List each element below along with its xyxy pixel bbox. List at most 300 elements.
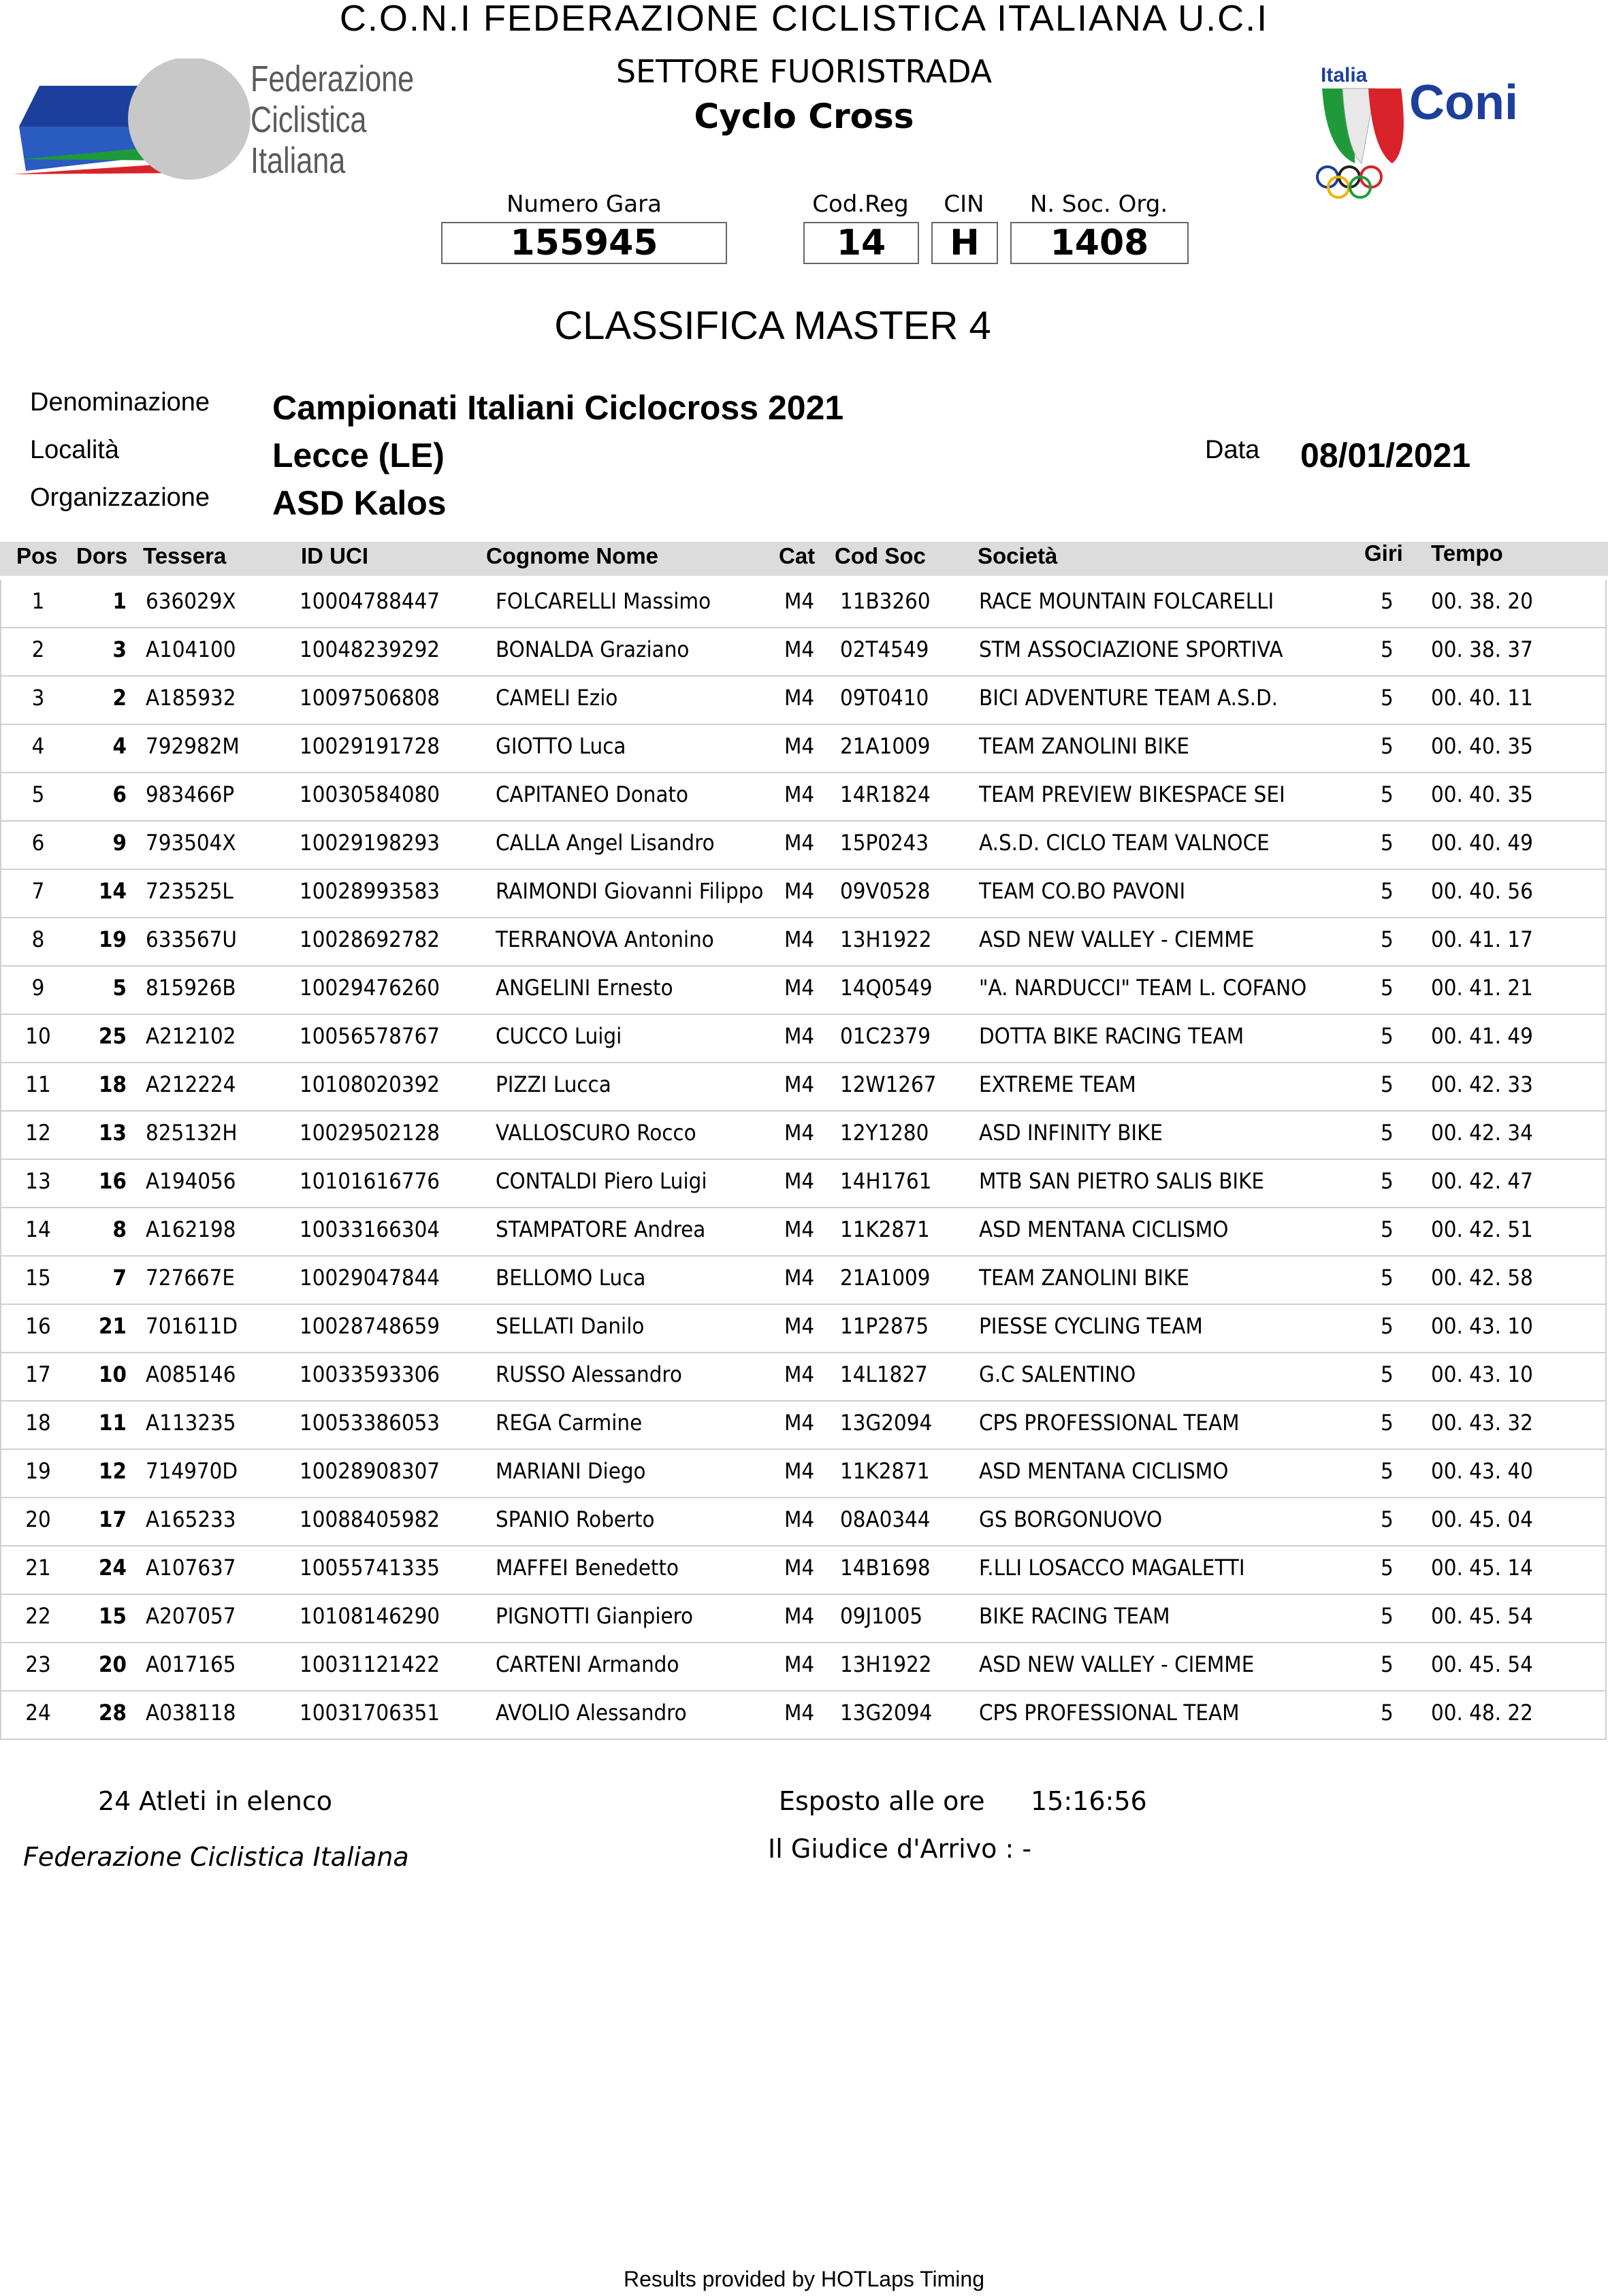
- cell-cod-soc: 21A1009: [840, 1265, 931, 1291]
- table-row: [0, 1015, 1607, 1063]
- cell-cod-soc: 14H1761: [840, 1168, 932, 1194]
- cell-id-uci: 10031121422: [300, 1651, 440, 1677]
- cell-pos: 1: [31, 588, 45, 614]
- cell-cat: M4: [784, 1216, 815, 1242]
- cell-cod-soc: 11K2871: [840, 1216, 930, 1242]
- cell-societa: TEAM CO.BO PAVONI: [979, 878, 1186, 904]
- cell-giri: 5: [1381, 636, 1394, 662]
- cell-cognome-nome: RUSSO Alessandro: [496, 1361, 682, 1387]
- table-row: [0, 1305, 1607, 1353]
- cell-tessera: 792982M: [146, 733, 240, 759]
- cell-societa: A.S.D. CICLO TEAM VALNOCE: [979, 830, 1270, 856]
- cell-cat: M4: [784, 830, 815, 856]
- cell-tempo: 00. 42. 47: [1431, 1168, 1533, 1194]
- cell-giri: 5: [1381, 1651, 1394, 1677]
- cell-pos: 16: [25, 1313, 51, 1339]
- cell-giri: 5: [1381, 1071, 1394, 1097]
- cell-cognome-nome: CUCCO Luigi: [496, 1023, 622, 1049]
- cell-id-uci: 10029502128: [300, 1120, 440, 1146]
- cell-tempo: 00. 41. 17: [1431, 926, 1533, 952]
- cell-giri: 5: [1381, 926, 1394, 952]
- cell-dors: 5: [112, 975, 127, 1001]
- cell-tempo: 00. 40. 35: [1431, 733, 1533, 759]
- cell-pos: 15: [25, 1265, 51, 1291]
- cell-tessera: A038118: [146, 1700, 236, 1726]
- cell-pos: 5: [31, 781, 45, 807]
- soc-org-label: N. Soc. Org.: [1029, 191, 1168, 218]
- cell-tessera: A194056: [146, 1168, 236, 1194]
- cell-tessera: 793504X: [146, 830, 236, 856]
- cell-id-uci: 10028748659: [300, 1313, 440, 1339]
- cell-pos: 6: [31, 830, 45, 856]
- cell-giri: 5: [1381, 1168, 1394, 1194]
- cell-dors: 14: [99, 878, 127, 904]
- table-row: [0, 1595, 1607, 1643]
- cell-societa: CPS PROFESSIONAL TEAM: [979, 1700, 1240, 1726]
- cell-societa: TEAM ZANOLINI BIKE: [979, 733, 1189, 759]
- cell-cat: M4: [784, 878, 815, 904]
- cell-cat: M4: [784, 1651, 815, 1677]
- cell-dors: 9: [112, 830, 127, 856]
- cell-cognome-nome: GIOTTO Luca: [496, 733, 626, 759]
- cell-cognome-nome: BONALDA Graziano: [496, 636, 690, 662]
- cell-pos: 3: [31, 685, 45, 711]
- cell-tempo: 00. 45. 54: [1431, 1603, 1533, 1629]
- classifica-title: CLASSIFICA MASTER 4: [554, 304, 991, 348]
- data-value: 08/01/2021: [1300, 436, 1471, 474]
- cell-cognome-nome: PIGNOTTI Gianpiero: [496, 1603, 694, 1629]
- cell-id-uci: 10028993583: [300, 878, 440, 904]
- cell-tempo: 00. 40. 11: [1431, 685, 1533, 711]
- table-row: [0, 580, 1607, 628]
- cell-cat: M4: [784, 1458, 815, 1484]
- cell-dors: 28: [99, 1700, 127, 1726]
- cell-societa: DOTTA BIKE RACING TEAM: [979, 1023, 1244, 1049]
- cell-giri: 5: [1381, 781, 1394, 807]
- cell-cod-soc: 11K2871: [840, 1458, 930, 1484]
- cell-tessera: A085146: [146, 1361, 236, 1387]
- cell-cod-soc: 14B1698: [840, 1555, 931, 1581]
- cell-cognome-nome: AVOLIO Alessandro: [496, 1700, 687, 1726]
- table-row: [0, 1257, 1607, 1305]
- cell-pos: 11: [25, 1071, 51, 1097]
- cell-cognome-nome: TERRANOVA Antonino: [496, 926, 714, 952]
- cell-tessera: A107637: [146, 1555, 236, 1581]
- numero-gara-box: 155945: [441, 222, 727, 264]
- cell-pos: 14: [25, 1216, 51, 1242]
- cell-dors: 20: [99, 1651, 127, 1677]
- cell-cognome-nome: CAMELI Ezio: [496, 685, 618, 711]
- cell-tessera: 723525L: [146, 878, 234, 904]
- cell-id-uci: 10030584080: [300, 781, 440, 807]
- cell-cod-soc: 11P2875: [840, 1313, 929, 1339]
- cell-id-uci: 10101616776: [300, 1168, 440, 1194]
- cell-id-uci: 10055741335: [300, 1555, 440, 1581]
- cell-tempo: 00. 45. 04: [1431, 1506, 1533, 1532]
- cell-cognome-nome: CONTALDI Piero Luigi: [496, 1168, 707, 1194]
- cell-tempo: 00. 40. 56: [1431, 878, 1533, 904]
- cell-dors: 12: [99, 1458, 127, 1484]
- cell-societa: ASD MENTANA CICLISMO: [979, 1216, 1229, 1242]
- cell-tempo: 00. 43. 10: [1431, 1361, 1533, 1387]
- cell-dors: 16: [99, 1168, 127, 1194]
- cell-dors: 18: [99, 1071, 127, 1097]
- cell-giri: 5: [1381, 588, 1394, 614]
- cell-tessera: 633567U: [146, 926, 237, 952]
- table-row: [0, 1063, 1607, 1112]
- cell-cognome-nome: FOLCARELLI Massimo: [496, 588, 711, 614]
- cell-id-uci: 10029047844: [300, 1265, 440, 1291]
- cell-id-uci: 10029198293: [300, 830, 440, 856]
- cell-cod-soc: 09T0410: [840, 685, 929, 711]
- localita-label: Località: [30, 436, 119, 464]
- cell-societa: "A. NARDUCCI" TEAM L. COFANO: [979, 975, 1307, 1001]
- cell-tessera: 714970D: [146, 1458, 238, 1484]
- cell-id-uci: 10029476260: [300, 975, 440, 1001]
- cell-tessera: 701611D: [146, 1313, 238, 1339]
- table-row: [0, 628, 1607, 677]
- cell-tessera: A212224: [146, 1071, 236, 1097]
- cell-id-uci: 10097506808: [300, 685, 440, 711]
- table-row: [0, 1112, 1607, 1160]
- cell-cat: M4: [784, 588, 815, 614]
- cell-tessera: A113235: [146, 1410, 236, 1436]
- cell-tessera: A162198: [146, 1216, 236, 1242]
- table-row: [0, 1353, 1607, 1402]
- cell-tempo: 00. 43. 10: [1431, 1313, 1533, 1339]
- cell-cognome-nome: SPANIO Roberto: [496, 1506, 655, 1532]
- table-row: [0, 1498, 1607, 1547]
- cell-cat: M4: [784, 733, 815, 759]
- cell-dors: 21: [99, 1313, 127, 1339]
- cell-societa: ASD MENTANA CICLISMO: [979, 1458, 1229, 1484]
- cell-cat: M4: [784, 1361, 815, 1387]
- cell-pos: 21: [25, 1555, 51, 1581]
- cell-giri: 5: [1381, 830, 1394, 856]
- table-row: [0, 1450, 1607, 1498]
- cell-societa: STM ASSOCIAZIONE SPORTIVA: [979, 636, 1283, 662]
- cell-giri: 5: [1381, 685, 1394, 711]
- cell-pos: 8: [31, 926, 45, 952]
- cell-societa: PIESSE CYCLING TEAM: [979, 1313, 1203, 1339]
- esposto-label: Esposto alle ore: [779, 1786, 985, 1816]
- cell-pos: 4: [31, 733, 45, 759]
- cell-societa: EXTREME TEAM: [979, 1071, 1136, 1097]
- cell-cognome-nome: CAPITANEO Donato: [496, 781, 689, 807]
- cell-cat: M4: [784, 926, 815, 952]
- cell-giri: 5: [1381, 1313, 1394, 1339]
- table-row: [0, 773, 1607, 822]
- cell-dors: 15: [99, 1603, 127, 1629]
- data-label: Data: [1205, 436, 1260, 464]
- col-header-cat: Cat: [779, 543, 816, 568]
- athletes-count: 24: [98, 1786, 131, 1816]
- numero-gara-label: Numero Gara: [506, 191, 662, 218]
- col-header-giri: Giri: [1364, 540, 1403, 566]
- cell-id-uci: 10031706351: [300, 1700, 440, 1726]
- cell-giri: 5: [1381, 1410, 1394, 1436]
- cell-pos: 23: [25, 1651, 51, 1677]
- esposto-time: 15:16:56: [1031, 1786, 1147, 1816]
- cell-cod-soc: 09V0528: [840, 878, 931, 904]
- cell-pos: 2: [31, 636, 45, 662]
- cell-dors: 13: [99, 1120, 127, 1146]
- col-header-pos: Pos: [16, 543, 58, 568]
- athletes-count-label: Atleti in elenco: [139, 1786, 332, 1816]
- cell-cat: M4: [784, 1555, 815, 1581]
- cell-dors: 19: [99, 926, 127, 952]
- cell-cognome-nome: REGA Carmine: [496, 1410, 643, 1436]
- denominazione-label: Denominazione: [30, 388, 210, 417]
- cell-cognome-nome: SELLATI Danilo: [496, 1313, 645, 1339]
- cell-cat: M4: [784, 1313, 815, 1339]
- cin-box: H: [931, 222, 998, 264]
- cell-tessera: 727667E: [146, 1265, 235, 1291]
- cell-cod-soc: 14Q0549: [840, 975, 933, 1001]
- cell-dors: 4: [112, 733, 127, 759]
- cell-giri: 5: [1381, 1458, 1394, 1484]
- cell-pos: 22: [25, 1603, 51, 1629]
- col-header-id-uci: ID UCI: [301, 543, 368, 568]
- cell-tempo: 00. 41. 21: [1431, 975, 1533, 1001]
- cell-cat: M4: [784, 1700, 815, 1726]
- cell-giri: 5: [1381, 1265, 1394, 1291]
- cell-dors: 10: [99, 1361, 127, 1387]
- cell-cognome-nome: ANGELINI Ernesto: [496, 975, 673, 1001]
- cell-societa: CPS PROFESSIONAL TEAM: [979, 1410, 1240, 1436]
- cell-tempo: 00. 45. 54: [1431, 1651, 1533, 1677]
- settore-title: SETTORE FUORISTRADA: [615, 53, 993, 90]
- cell-societa: ASD NEW VALLEY - CIEMME: [979, 1651, 1255, 1677]
- table-row: [0, 1643, 1607, 1692]
- cell-tempo: 00. 42. 58: [1431, 1265, 1533, 1291]
- table-row: [0, 677, 1607, 725]
- table-row: [0, 967, 1607, 1015]
- cell-cod-soc: 14R1824: [840, 781, 931, 807]
- cell-giri: 5: [1381, 1555, 1394, 1581]
- cell-cognome-nome: CALLA Angel Lisandro: [496, 830, 715, 856]
- coni-logo: [1314, 61, 1545, 204]
- results-provider: Results provided by HOTLaps Timing: [624, 2267, 984, 2291]
- coni-text: Coni: [1409, 76, 1518, 130]
- cell-dors: 7: [112, 1265, 127, 1291]
- top-title: C.O.N.I FEDERAZIONE CICLISTICA ITALIANA U.C.I: [339, 0, 1269, 39]
- cell-cod-soc: 14L1827: [840, 1361, 928, 1387]
- cell-tessera: A104100: [146, 636, 236, 662]
- cell-societa: TEAM ZANOLINI BIKE: [979, 1265, 1189, 1291]
- cell-cat: M4: [784, 1265, 815, 1291]
- cell-societa: TEAM PREVIEW BIKESPACE SEI: [979, 781, 1285, 807]
- cell-tempo: 00. 42. 33: [1431, 1071, 1533, 1097]
- col-header-tessera: Tessera: [143, 543, 227, 568]
- cell-tessera: 815926B: [146, 975, 236, 1001]
- cell-dors: 1: [112, 588, 127, 614]
- cell-cognome-nome: STAMPATORE Andrea: [496, 1216, 706, 1242]
- cell-cat: M4: [784, 685, 815, 711]
- localita-value: Lecce (LE): [272, 436, 445, 474]
- cell-id-uci: 10004788447: [300, 588, 440, 614]
- cell-cod-soc: 13H1922: [840, 926, 932, 952]
- cell-cod-soc: 01C2379: [840, 1023, 931, 1049]
- cell-tessera: A212102: [146, 1023, 236, 1049]
- col-header-cod-soc: Cod Soc: [835, 543, 926, 568]
- cell-tessera: 825132H: [146, 1120, 238, 1146]
- cell-pos: 9: [31, 975, 45, 1001]
- soc-org-box: 1408: [1010, 222, 1189, 264]
- cell-cognome-nome: PIZZI Lucca: [496, 1071, 611, 1097]
- cell-pos: 10: [25, 1023, 51, 1049]
- cell-cat: M4: [784, 1603, 815, 1629]
- cell-tempo: 00. 40. 49: [1431, 830, 1533, 856]
- cell-tessera: 983466P: [146, 781, 235, 807]
- cell-tessera: A207057: [146, 1603, 236, 1629]
- cell-tessera: A017165: [146, 1651, 236, 1677]
- cell-cod-soc: 13G2094: [840, 1410, 933, 1436]
- cell-dors: 3: [112, 636, 127, 662]
- cell-giri: 5: [1381, 1216, 1394, 1242]
- cell-cognome-nome: CARTENI Armando: [496, 1651, 679, 1677]
- table-row: [0, 822, 1607, 870]
- cell-tempo: 00. 38. 20: [1431, 588, 1533, 614]
- cell-cod-soc: 08A0344: [840, 1506, 931, 1532]
- cell-cat: M4: [784, 1120, 815, 1146]
- cell-cod-soc: 13G2094: [840, 1700, 933, 1726]
- fci-logo-line: Ciclistica: [251, 99, 367, 140]
- organizzazione-value: ASD Kalos: [272, 484, 447, 522]
- cell-cognome-nome: BELLOMO Luca: [496, 1265, 646, 1291]
- table-row: [0, 1208, 1607, 1257]
- cell-cod-soc: 21A1009: [840, 733, 931, 759]
- cell-dors: 2: [112, 685, 127, 711]
- cell-giri: 5: [1381, 1506, 1394, 1532]
- cell-tessera: A185932: [146, 685, 236, 711]
- cell-societa: RACE MOUNTAIN FOLCARELLI: [979, 588, 1274, 614]
- cell-cat: M4: [784, 1071, 815, 1097]
- cell-tempo: 00. 42. 51: [1431, 1216, 1533, 1242]
- cell-societa: ASD INFINITY BIKE: [979, 1120, 1163, 1146]
- table-row: [0, 725, 1607, 773]
- cell-cod-soc: 09J1005: [840, 1603, 923, 1629]
- cell-cat: M4: [784, 975, 815, 1001]
- cell-cat: M4: [784, 1506, 815, 1532]
- cell-id-uci: 10108020392: [300, 1071, 440, 1097]
- cell-id-uci: 10028908307: [300, 1458, 440, 1484]
- cell-giri: 5: [1381, 1700, 1394, 1726]
- cell-cat: M4: [784, 1023, 815, 1049]
- cell-dors: 17: [99, 1506, 127, 1532]
- cell-giri: 5: [1381, 1603, 1394, 1629]
- cell-id-uci: 10048239292: [300, 636, 440, 662]
- cell-tessera: 636029X: [146, 588, 236, 614]
- cell-cod-soc: 15P0243: [840, 830, 929, 856]
- cell-cognome-nome: RAIMONDI Giovanni Filippo: [496, 878, 764, 904]
- cell-cognome-nome: VALLOSCURO Rocco: [496, 1120, 696, 1146]
- cell-dors: 11: [99, 1410, 127, 1436]
- cell-societa: ASD NEW VALLEY - CIEMME: [979, 926, 1255, 952]
- cell-cat: M4: [784, 1168, 815, 1194]
- cell-cat: M4: [784, 636, 815, 662]
- cell-societa: G.C SALENTINO: [979, 1361, 1136, 1387]
- cell-id-uci: 10029191728: [300, 733, 440, 759]
- cell-pos: 18: [25, 1410, 51, 1436]
- fci-logo-line: Federazione: [251, 59, 415, 99]
- cell-societa: GS BORGONUOVO: [979, 1506, 1163, 1532]
- table-row: [0, 870, 1607, 918]
- cell-tempo: 00. 48. 22: [1431, 1700, 1533, 1726]
- federazione-footer: Federazione Ciclistica Italiana: [23, 1842, 409, 1872]
- cell-dors: 8: [112, 1216, 127, 1242]
- cell-giri: 5: [1381, 1023, 1394, 1049]
- cell-tempo: 00. 45. 14: [1431, 1555, 1533, 1581]
- cell-giri: 5: [1381, 878, 1394, 904]
- cell-cognome-nome: MARIANI Diego: [496, 1458, 646, 1484]
- cell-societa: BIKE RACING TEAM: [979, 1603, 1170, 1629]
- cell-pos: 24: [25, 1700, 51, 1726]
- cell-pos: 7: [31, 878, 45, 904]
- cell-tempo: 00. 43. 40: [1431, 1458, 1533, 1484]
- cell-dors: 24: [99, 1555, 127, 1581]
- giudice-arrivo: Il Giudice d'Arrivo : -: [768, 1834, 1032, 1864]
- cell-cod-soc: 12W1267: [840, 1071, 937, 1097]
- fci-logo-text: [251, 59, 414, 181]
- cell-cat: M4: [784, 781, 815, 807]
- organizzazione-label: Organizzazione: [30, 483, 210, 512]
- table-row: [0, 1692, 1607, 1740]
- cod-reg-box: 14: [803, 222, 919, 264]
- cell-cod-soc: 11B3260: [840, 588, 931, 614]
- cell-tessera: A165233: [146, 1506, 236, 1532]
- cell-id-uci: 10053386053: [300, 1410, 440, 1436]
- cell-societa: MTB SAN PIETRO SALIS BIKE: [979, 1168, 1264, 1194]
- cell-giri: 5: [1381, 733, 1394, 759]
- table-row: [0, 1547, 1607, 1595]
- cell-id-uci: 10028692782: [300, 926, 440, 952]
- coni-italia-text: Italia: [1321, 64, 1368, 86]
- cell-giri: 5: [1381, 975, 1394, 1001]
- discipline-title: Cyclo Cross: [694, 97, 914, 136]
- table-row: [0, 918, 1607, 967]
- cell-pos: 12: [25, 1120, 51, 1146]
- cell-id-uci: 10108146290: [300, 1603, 440, 1629]
- table-row: [0, 1160, 1607, 1208]
- cell-cat: M4: [784, 1410, 815, 1436]
- cell-cod-soc: 13H1922: [840, 1651, 932, 1677]
- cell-id-uci: 10033593306: [300, 1361, 440, 1387]
- cell-id-uci: 10088405982: [300, 1506, 440, 1532]
- cin-label: CIN: [944, 191, 984, 218]
- col-header-tempo: Tempo: [1431, 540, 1503, 566]
- cell-societa: F.LLI LOSACCO MAGALETTI: [979, 1555, 1245, 1581]
- cell-dors: 6: [112, 781, 127, 807]
- cell-tempo: 00. 40. 35: [1431, 781, 1533, 807]
- col-header-dors: Dors: [76, 543, 128, 568]
- cell-giri: 5: [1381, 1361, 1394, 1387]
- cod-reg-label: Cod.Reg: [812, 191, 909, 218]
- cell-cod-soc: 12Y1280: [840, 1120, 929, 1146]
- cell-giri: 5: [1381, 1120, 1394, 1146]
- cell-pos: 13: [25, 1168, 51, 1194]
- col-header-societa: Società: [978, 543, 1058, 568]
- cell-tempo: 00. 38. 37: [1431, 636, 1533, 662]
- cell-pos: 17: [25, 1361, 51, 1387]
- cell-tempo: 00. 43. 32: [1431, 1410, 1533, 1436]
- col-header-cognome-nome: Cognome Nome: [486, 543, 659, 568]
- cell-cognome-nome: MAFFEI Benedetto: [496, 1555, 679, 1581]
- cell-id-uci: 10033166304: [300, 1216, 440, 1242]
- cell-pos: 20: [25, 1506, 51, 1532]
- fci-logo-line: Italiana: [251, 140, 346, 181]
- cell-societa: BICI ADVENTURE TEAM A.S.D.: [979, 685, 1279, 711]
